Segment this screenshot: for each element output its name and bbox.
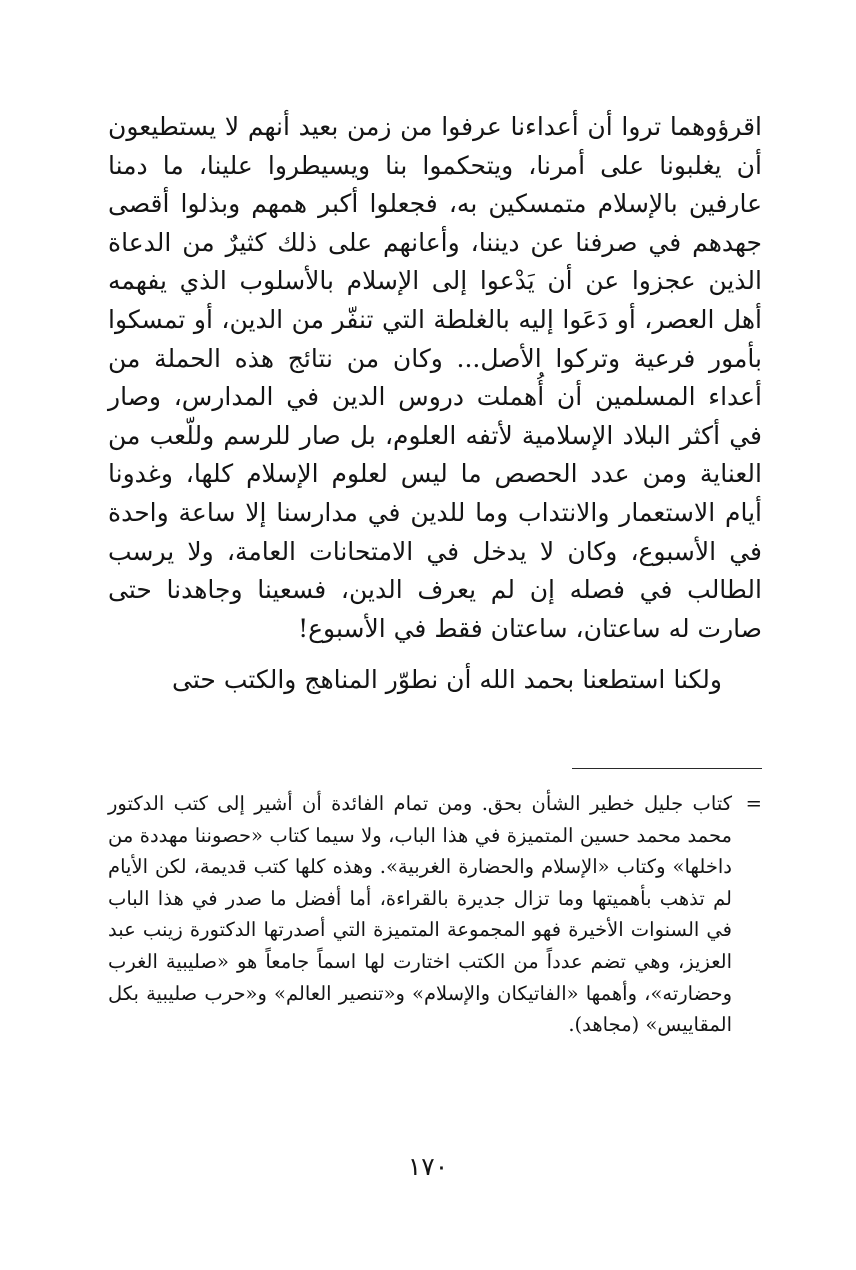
footnote-separator-rule <box>572 768 762 769</box>
main-text-block <box>108 108 762 700</box>
main-paragraph-1: اقرؤوهما تروا أن أعداءنا عرفوا من زمن بعيد أنهم لا يستطيعون أن يغلبونا على أمرنا، ويتحكموا بنا ويسيطروا علينا، ما دمنا عارفين بالإسلام متمسكين به، فجعلوا أكبر همهم وبذلوا أقصى جهدهم في صرفنا عن ديننا، وأعانهم على ذلك كثيرٌ من الدعاة الذين عجزوا عن أن يَدْعوا إلى الإسلام بالأسلوب الذي يفهمه أهل العصر، أو دَعَوا إليه بالغلطة التي تنفّر من الدين، أو تمسكوا بأمور فرعية وتركوا الأصل... وكان من نتائج هذه الحملة من أعداء المسلمين أن أُهملت دروس الدين في المدارس، وصار في أكثر البلاد الإسلامية لأتفه العلوم، بل صار للرسم وللّعب من العناية ومن عدد الحصص ما ليس لعلوم الإسلام كلها، وغدونا أيام الاستعمار والانتداب وما للدين في مدارسنا إلا ساعة واحدة في الأسبوع، وكان لا يدخل في الامتحانات العامة، ولا يرسب الطالب في فصله إن لم يعرف الدين، فسعينا وجاهدنا حتى صارت له ساعتان، ساعتان فقط في الأسبوع! <box>108 112 762 643</box>
footnote-text: كتاب جليل خطير الشأن بحق. ومن تمام الفائدة أن أشير إلى كتب الدكتور محمد محمد حسين المتميزة في هذا الباب، ولا سيما كتاب «حصوننا مهددة من داخلها» وكتاب «الإسلام والحضارة الغربية». وهذه كلها كتب قديمة، لكن الأيام لم تذهب بأهميتها وما تزال جديرة بالقراءة، أما أفضل ما صدر في هذا الباب في السنوات الأخيرة فهو المجموعة المتميزة التي أصدرتها الدكتورة زينب عبد العزيز، وهي تضم عدداً من الكتب اختارت لها اسماً جامعاً هو «صليبية الغرب وحضارته»، وأهمها «الفاتيكان والإسلام» و«تنصير العالم» و«حرب صليبية بكل المقاييس» (مجاهد). <box>108 792 732 1037</box>
main-paragraph-2: ولكنا استطعنا بحمد الله أن نطوّر المناهج والكتب حتى <box>172 665 722 695</box>
footnote <box>108 788 762 1041</box>
page-number: ١٧٠ <box>407 1152 449 1181</box>
footnote-continuation-marker: = <box>745 792 762 815</box>
